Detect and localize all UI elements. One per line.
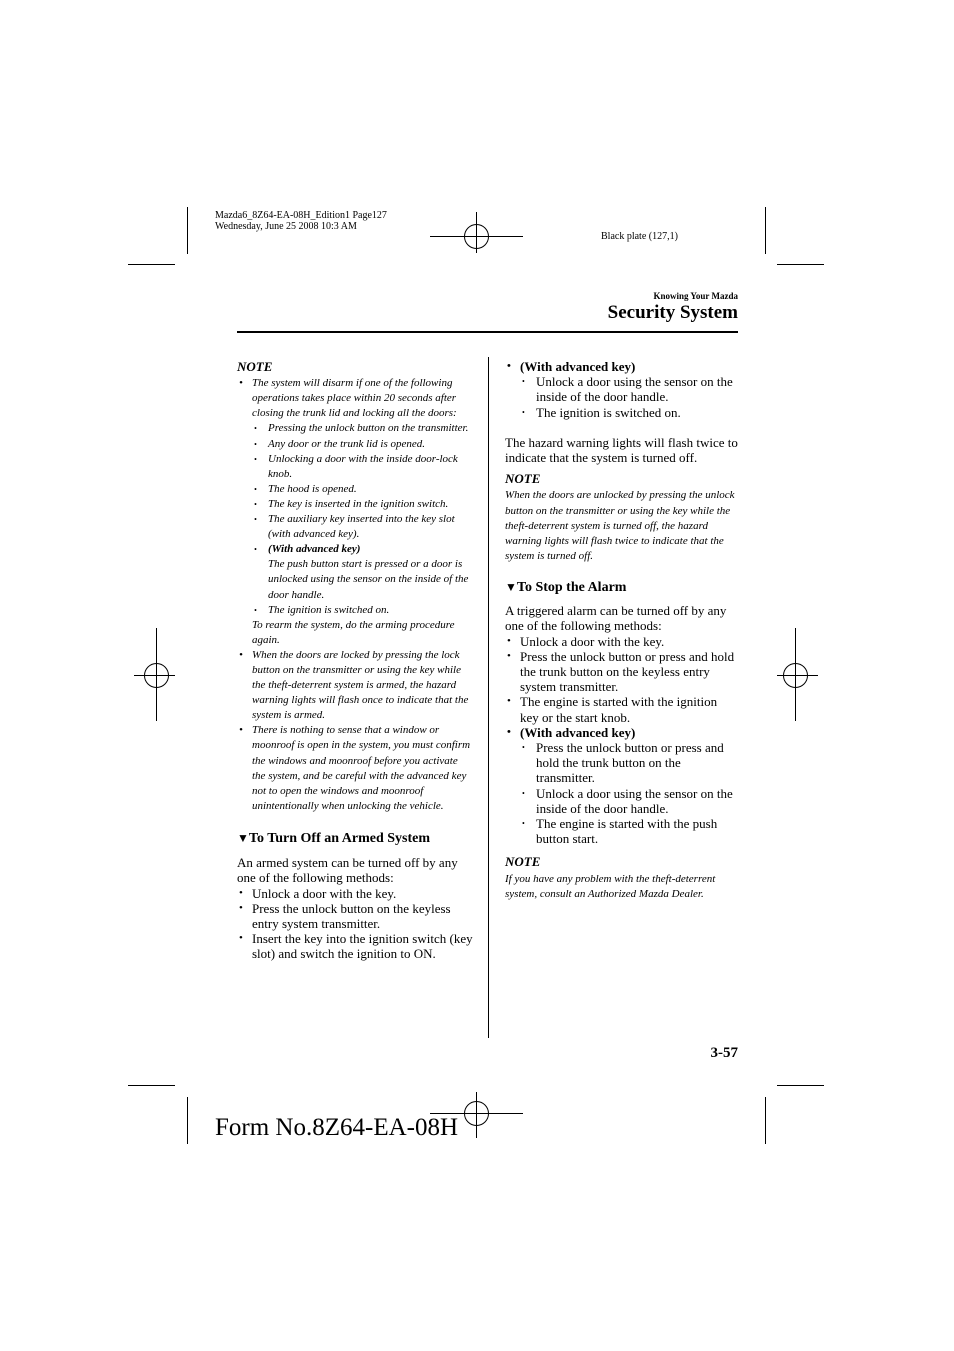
list-sub-item: • Press the unlock button or press and hold the trunk button on the transmitter.	[505, 740, 739, 786]
note-sub-bullet: • The key is inserted in the ignition switch.	[237, 497, 473, 512]
triangle-down-icon: ▼	[505, 579, 517, 594]
crop-mark	[765, 207, 766, 254]
page-number: 3-57	[710, 1045, 738, 1061]
note-bullet: • The system will disarm if one of the following operations takes place within 20 seconds after closing the trunk lid and locking all the doors:	[237, 376, 473, 421]
note-bullet: • When the doors are locked by pressing the lock button on the transmitter or using the key while the theft-deterrent system is armed, the hazard warning lights will flash once to indicate that the system is armed.	[237, 648, 473, 723]
crop-mark	[128, 264, 175, 265]
turn-off-heading	[237, 831, 473, 846]
note-sub-bullet: • Pressing the unlock button on the transmitter.	[237, 421, 473, 436]
section-title: Security System	[607, 302, 738, 323]
advanced-key-text: The push button start is pressed or a door is unlocked using the sensor on the inside of the door handle.	[268, 558, 469, 601]
list-sub-item: • The ignition is switched on.	[505, 405, 739, 420]
crop-mark	[187, 1097, 188, 1144]
list-sub-item: • Unlock a door using the sensor on the inside of the door handle.	[505, 374, 739, 404]
crop-mark	[765, 1097, 766, 1144]
advanced-key-label: (With advanced key)	[268, 543, 361, 556]
note-title: NOTE	[505, 471, 541, 487]
note-title: NOTE	[505, 854, 541, 870]
advanced-key-label: • (With advanced key)	[505, 359, 739, 374]
stop-alarm-heading	[505, 580, 739, 595]
note-text: If you have any problem with the theft-deterrent system, consult an Authorized Mazda Dealer.	[505, 872, 716, 900]
triangle-down-icon: ▼	[237, 830, 249, 845]
list-item: • Press the unlock button or press and hold the trunk button on the keyless entry system transmitter.	[505, 649, 739, 695]
list-item: • Press the unlock button on the keyless entry system transmitter.	[237, 901, 473, 931]
list-item: • Unlock a door with the key.	[505, 634, 739, 649]
left-column	[237, 359, 473, 962]
registration-circle	[464, 224, 489, 249]
turn-off-intro: An armed system can be turned off by any one of the following methods:	[237, 855, 458, 886]
column-divider	[488, 357, 489, 1038]
header-rule	[237, 331, 738, 333]
registration-circle	[464, 1101, 489, 1126]
registration-circle	[783, 663, 808, 688]
file-info	[215, 210, 387, 232]
stop-alarm-intro: A triggered alarm can be turned off by any one of the following methods:	[505, 603, 727, 634]
crop-mark	[777, 1085, 824, 1086]
note-rearm-text: To rearm the system, do the arming procedure again.	[252, 618, 455, 646]
note-sub-bullet: • Unlocking a door with the inside door-lock knob.	[237, 452, 473, 482]
registration-circle	[144, 663, 169, 688]
turn-off-heading-text: To Turn Off an Armed System	[248, 830, 431, 846]
crop-mark	[187, 207, 188, 254]
plate-label: Black plate (127,1)	[601, 231, 678, 242]
stop-alarm-heading-text: To Stop the Alarm	[516, 579, 627, 595]
list-sub-item: • The engine is started with the push button start.	[505, 816, 739, 846]
crop-mark	[777, 264, 824, 265]
right-column	[505, 359, 739, 902]
note-sub-bullet: • The auxiliary key inserted into the key slot (with advanced key).	[237, 512, 473, 542]
file-info-line: Mazda6_8Z64-EA-08H_Edition1 Page127	[215, 210, 387, 221]
form-number: Form No.8Z64-EA-08H	[215, 1114, 459, 1141]
list-item: • Unlock a door with the key.	[237, 886, 473, 901]
hazard-text: The hazard warning lights will flash twice to indicate that the system is turned off.	[505, 434, 738, 466]
list-item: • Insert the key into the ignition switch (key slot) and switch the ignition to ON.	[237, 931, 473, 961]
section-label: Knowing Your Mazda	[653, 291, 738, 301]
file-info-date: Wednesday, June 25 2008 10:3 AM	[215, 221, 357, 232]
note-sub-bullet: • Any door or the trunk lid is opened.	[237, 437, 473, 452]
crop-mark	[128, 1085, 175, 1086]
note-sub-bullet: • The ignition is switched on.	[237, 603, 473, 618]
note-bullet: • There is nothing to sense that a window or moonroof is open in the system, you must confirm the windows and moonroof before you activate the system, and be careful with the advanced key not to open the windows and moonroof unintentionally when unlocking the vehicle.	[237, 723, 473, 814]
note-text: When the doors are unlocked by pressing the unlock button on the transmitter or using the key while the theft-deterrent system is turned off, the hazard warning lights will flash twice to indicate that the system is turned off.	[505, 489, 735, 562]
note-title: NOTE	[237, 359, 273, 374]
list-sub-item: • Unlock a door using the sensor on the inside of the door handle.	[505, 786, 739, 816]
note-sub-bullet-advanced	[237, 542, 473, 602]
list-item: • The engine is started with the ignition key or the start knob.	[505, 694, 739, 724]
advanced-key-label: • (With advanced key)	[505, 725, 739, 740]
note-sub-bullet: • The hood is opened.	[237, 482, 473, 497]
